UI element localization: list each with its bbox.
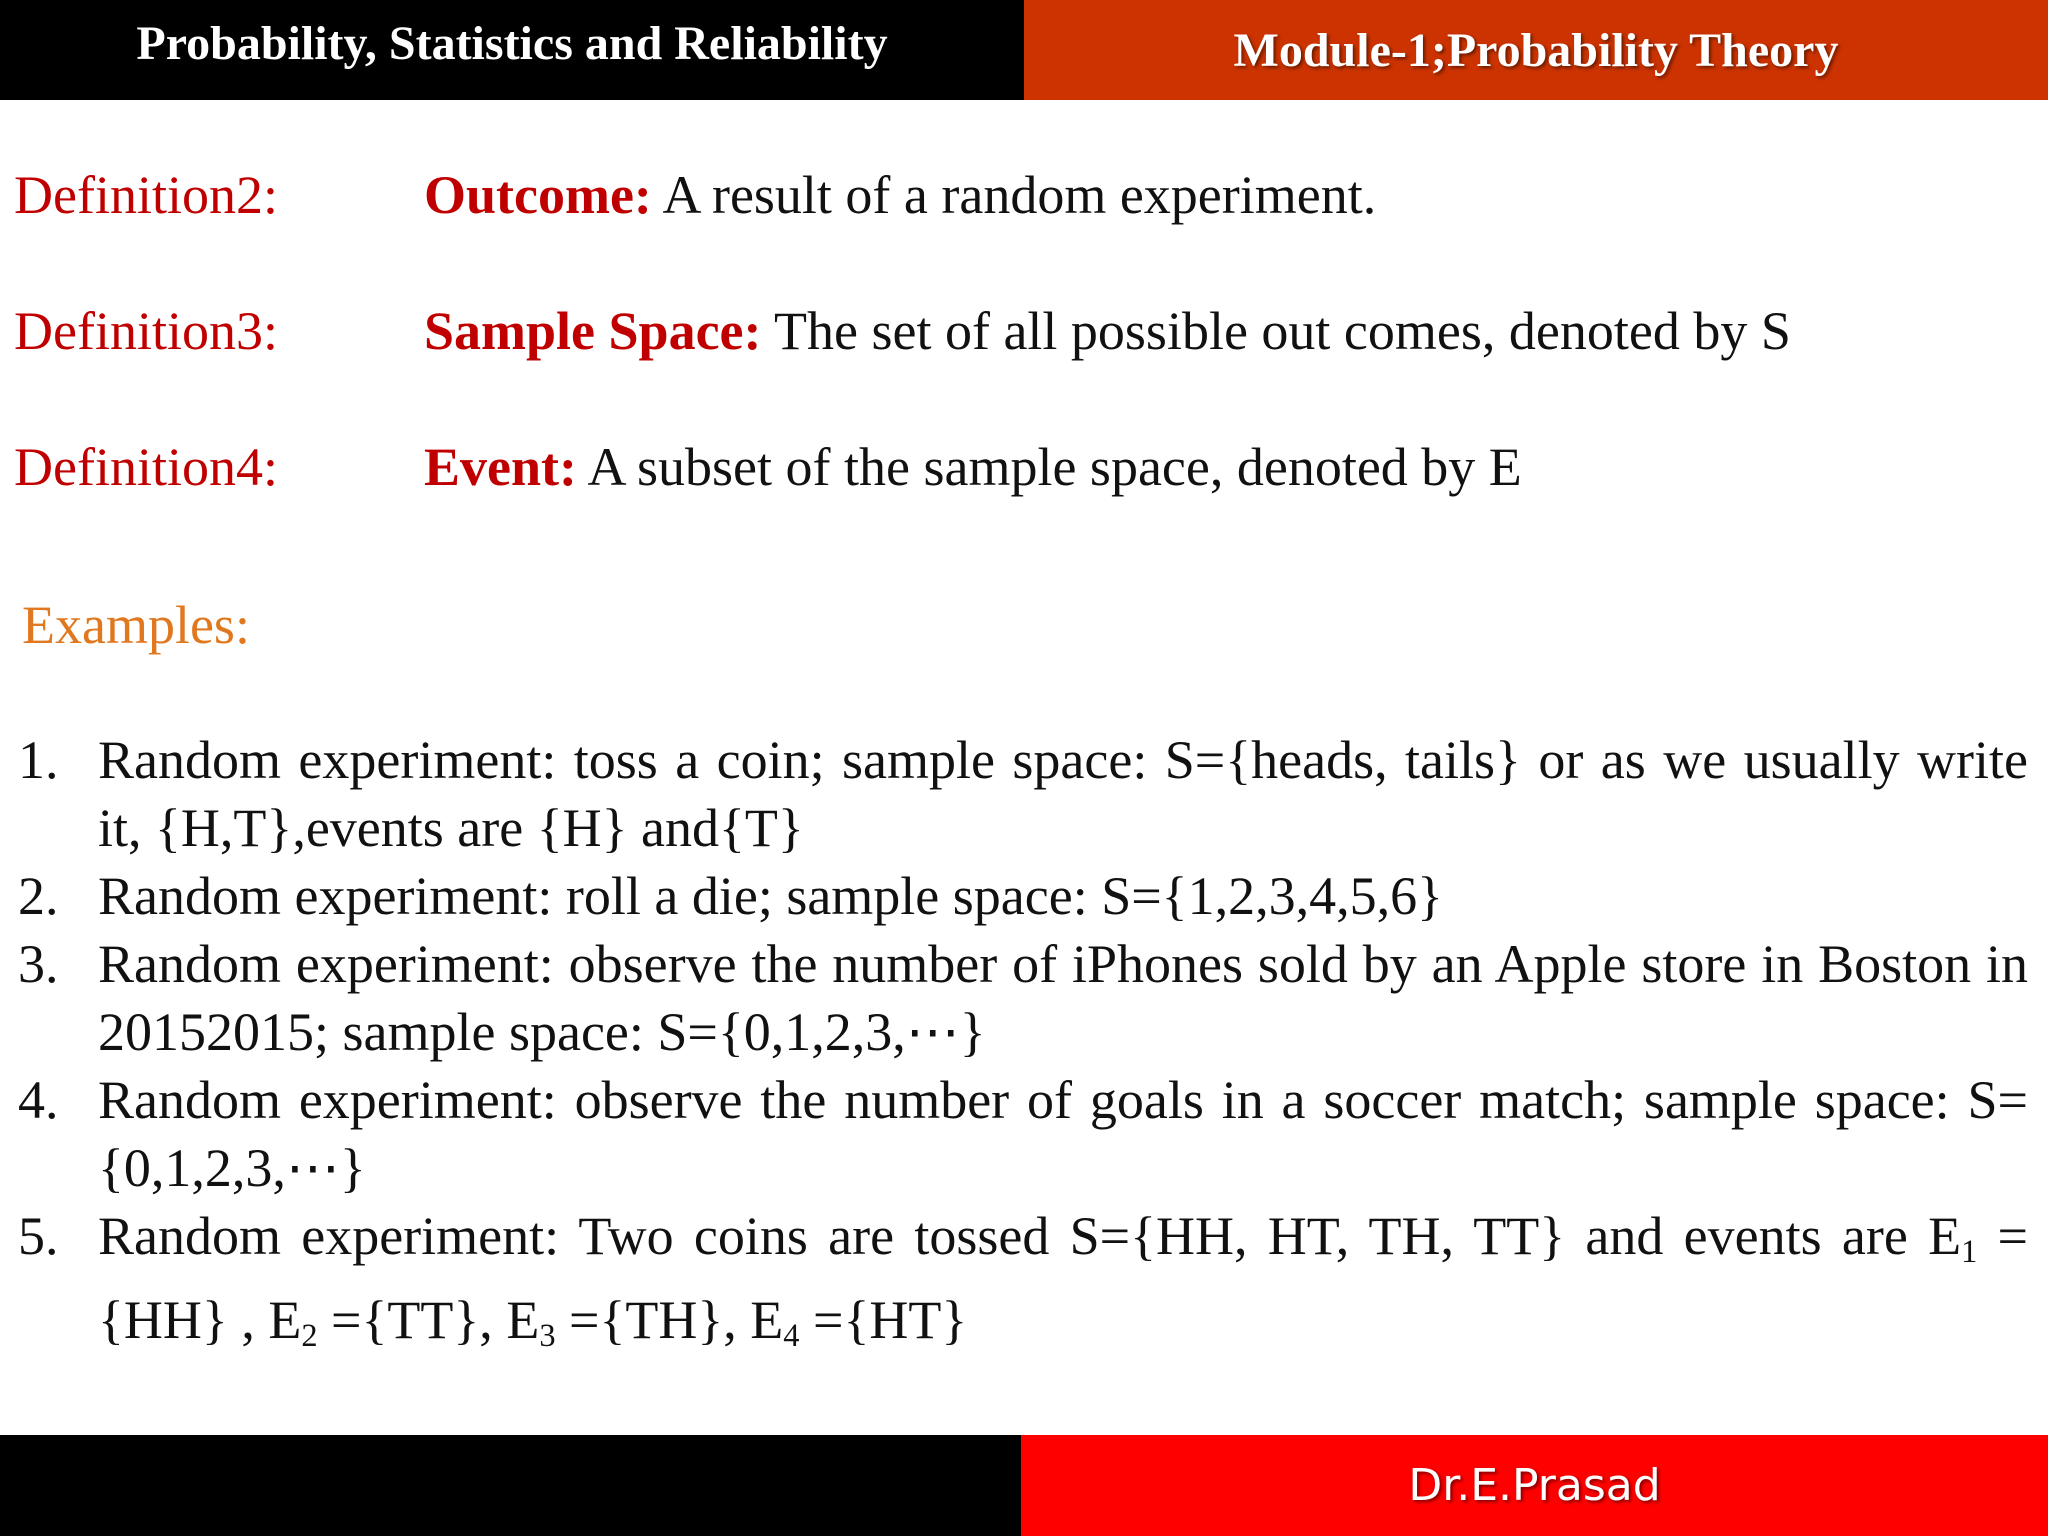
event-e1-subscript: 1 [1961,1234,1978,1271]
event-e4-value: ={HT} [799,1290,968,1351]
list-item-text: Random experiment: observe the number of iPhones sold by an Apple store in Boston in 20152015; sample space: S={0,1,2,3,⋯} [98,934,2028,1062]
slide-header [0,0,2048,100]
event-e4-subscript: 4 [783,1318,800,1355]
list-item-number: 3. [18,934,59,994]
definition-term: Event: [424,437,577,497]
definition-row-outcome [0,160,2048,230]
definition-row-sample-space [0,296,2048,366]
definition-row-event [0,432,2048,502]
event-e3-subscript: 3 [539,1318,556,1355]
list-item-text: Random experiment: roll a die; sample space: S={1,2,3,4,5,6} [98,866,1444,926]
list-item-number: 1. [18,730,59,790]
event-e3-base: E [506,1290,540,1351]
definition-body [424,160,1376,230]
slide-footer [0,1435,2048,1536]
definition-label: Definition3: [14,301,278,361]
event-e1-base: E [1928,1206,1962,1266]
definition-text: The set of all possible out comes, denoted by S [761,301,1791,361]
list-item-number: 5. [18,1206,59,1266]
list-item [18,930,2028,1066]
definition-label: Definition4: [14,437,278,497]
list-item [18,726,2028,862]
list-item [18,1202,2028,1370]
examples-heading: Examples: [22,595,250,655]
definition-body [424,296,1791,366]
list-item-text: Random experiment: toss a coin; sample space: S={heads, tails} or as we usually write it, {H,T},events are {H} and{T} [98,730,2028,858]
definition-text: A result of a random experiment. [651,165,1377,225]
footer-author: Dr.E.Prasad [1021,1435,2048,1536]
module-title: Module-1;Probability Theory [1024,0,2048,100]
list-item-number: 4. [18,1070,59,1130]
event-e2-value: ={TT}, [317,1290,507,1351]
event-e2-base: E [268,1290,302,1351]
definition-term: Outcome: [424,165,652,225]
event-e2-subscript: 2 [301,1318,318,1355]
definition-term: Sample Space: [424,301,762,361]
list-item [18,862,2028,930]
event-e1-value: ={HH} , [98,1206,2028,1351]
event-e3-value: ={TH}, [555,1290,751,1351]
definition-body [424,432,1522,502]
list-item-text: Random experiment: Two coins are tossed S={HH, HT, TH, TT} and events are [98,1206,1908,1266]
event-e4-base: E [750,1290,784,1351]
examples-list [18,726,2028,1370]
definition-label: Definition2: [14,165,278,225]
course-title: Probability, Statistics and Reliability [0,0,1024,100]
list-item [18,1066,2028,1202]
list-item-number: 2. [18,866,59,926]
definition-text: A subset of the sample space, denoted by E [576,437,1522,497]
list-item-text: Random experiment: observe the number of goals in a soccer match; sample space: S={0,1,2,3,⋯} [98,1070,2028,1198]
footer-black-band [0,1435,1021,1536]
